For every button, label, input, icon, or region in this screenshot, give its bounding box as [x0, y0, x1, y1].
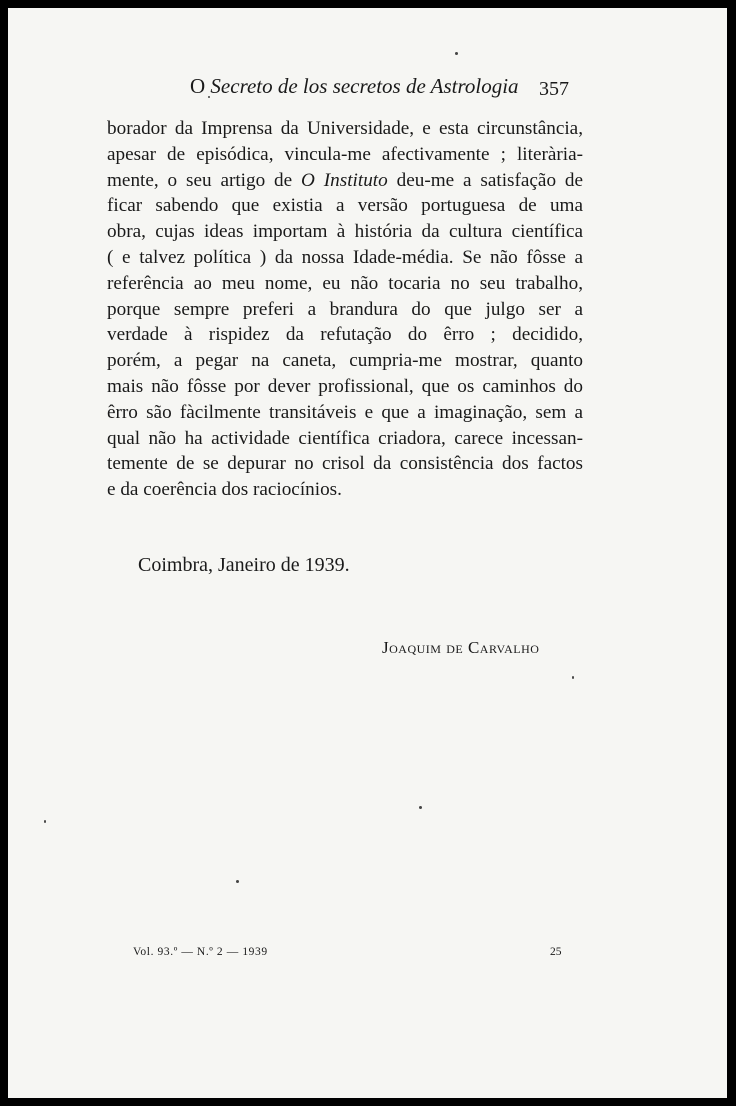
text-line-6: ( e talvez política ) da nossa Idade-média. Se não fôsse a	[107, 246, 583, 268]
journal-title-italic: O Instituto	[301, 169, 388, 191]
text-line-1: borador da Imprensa da Universidade, e esta circunstância,	[107, 118, 583, 139]
page-number: 357	[539, 78, 569, 100]
text-line-11: mais não fôsse por dever profissional, que os caminhos do	[107, 375, 583, 397]
text-line-9: verdade à rispidez da refutação do êrro ; decidido,	[107, 324, 583, 346]
scan-speck	[208, 96, 210, 98]
text-line-4: ficar sabendo que existia a versão portuguesa de uma	[107, 195, 583, 217]
document-page	[8, 8, 727, 1098]
text-line-10: porém, a pegar na caneta, cumpria-me mostrar, quanto	[107, 350, 583, 372]
text-line-3	[107, 168, 583, 194]
text-line-3-start: mente, o seu artigo de	[107, 169, 293, 191]
text-line-15: e da coerência dos raciocínios.	[107, 479, 342, 501]
text-line-7: referência ao meu nome, eu não tocaria no seu trabalho,	[107, 272, 583, 294]
scan-speck	[455, 52, 458, 55]
running-title-text: Secreto de los secretos de Astrologia	[210, 74, 519, 98]
text-line-12: êrro são fàcilmente transitáveis e que a imaginação, sem a	[107, 401, 583, 423]
scan-speck	[44, 820, 46, 823]
footer-signature-mark: 25	[550, 946, 562, 958]
footer-volume: Vol. 93.º — N.º 2 — 1939	[133, 946, 268, 958]
running-head	[8, 74, 727, 104]
scan-speck	[572, 676, 574, 679]
text-line-8: porque sempre preferi a brandura do que julgo ser a	[107, 298, 583, 320]
text-line-14: temente de se depurar no crisol da consistência dos factos	[107, 453, 583, 475]
text-line-5: obra, cujas ideas importam à história da cultura científica	[107, 221, 583, 243]
scan-speck	[419, 806, 422, 809]
running-title-o: O	[190, 74, 206, 98]
text-line-13: qual não ha actividade científica criadora, carece incessan-	[107, 427, 583, 449]
place-date: Coimbra, Janeiro de 1939.	[138, 554, 350, 576]
body-paragraph	[107, 116, 583, 503]
text-line-2: apesar de episódica, vincula-me afectivamente ; literària-	[107, 143, 583, 165]
author-signature: Joaquim de Carvalho	[382, 638, 540, 657]
running-title	[190, 74, 519, 99]
text-line-3-end: deu-me a satisfação de	[396, 169, 584, 191]
scan-speck	[236, 880, 239, 883]
